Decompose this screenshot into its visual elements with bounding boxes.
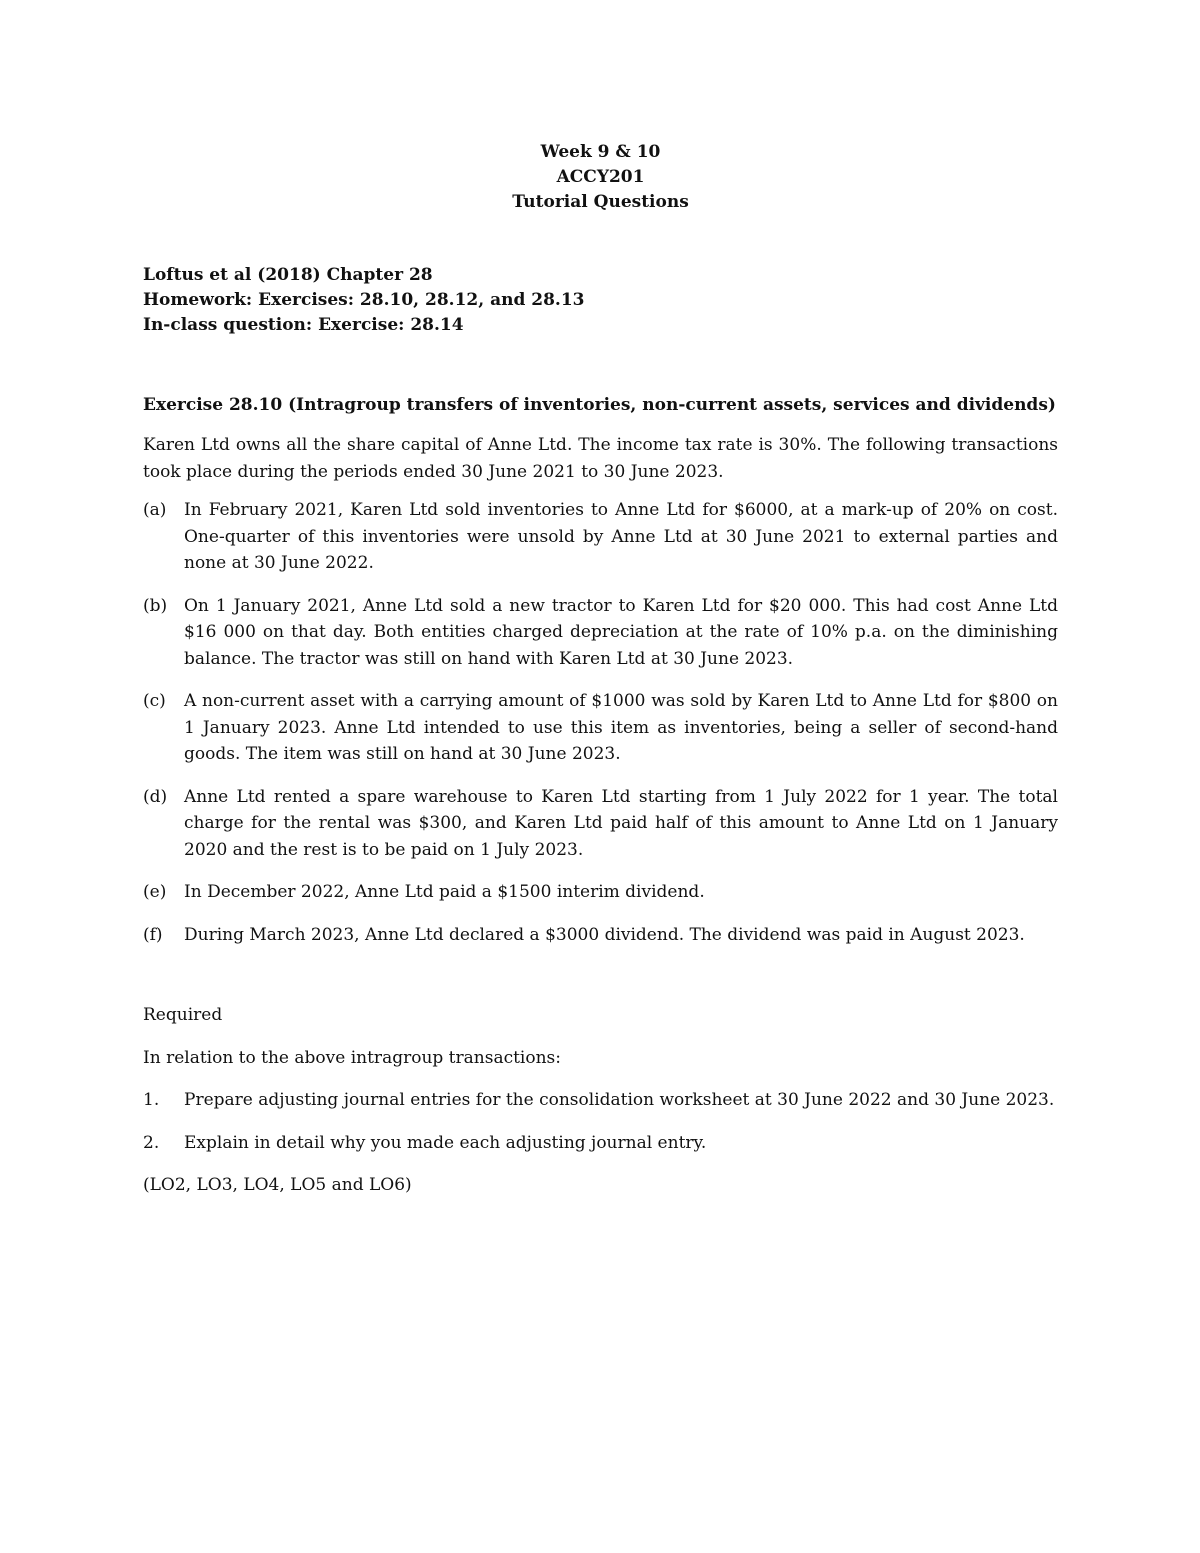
item-text: In February 2021, Karen Ltd sold inventories to Anne Ltd for $6000, at a mark-up of 20% on cost. One-quarter of this inventories were unsold by Anne Ltd at 30 June 2021 to external parties and none at 30 June 2022. — [184, 500, 1058, 573]
item-label: (a) — [143, 500, 167, 520]
item-label: (f) — [143, 924, 163, 945]
list-item — [143, 593, 1058, 673]
in-class-line: In-class question: Exercise: 28.14 — [143, 315, 464, 335]
item-label: (b) — [143, 595, 168, 616]
document-header — [143, 140, 1058, 215]
item-text: A non-current asset with a carrying amount of $1000 was sold by Karen Ltd to Anne Ltd for $800 on 1 January 2023. Anne Ltd intended to use this item as inventories, being a seller of second-hand goods. The item was still on hand at 30 June 2023. — [184, 691, 1058, 764]
list-item — [143, 784, 1058, 864]
required-heading: Required — [143, 1005, 223, 1025]
item-label: (c) — [143, 691, 166, 711]
item-label: (d) — [143, 786, 168, 807]
course-code: ACCY201 — [556, 167, 645, 187]
item-text: In December 2022, Anne Ltd paid a $1500 interim dividend. — [184, 882, 705, 902]
reading-info — [143, 263, 1058, 338]
item-label: 2. — [143, 1132, 160, 1153]
exercise-intro: Karen Ltd owns all the share capital of Anne Ltd. The income tax rate is 30%. The following transactions took place during the periods ended 30 June 2021 to 30 June 2023. — [143, 435, 1058, 482]
homework-line: Homework: Exercises: 28.10, 28.12, and 28.13 — [143, 290, 585, 310]
list-item — [143, 688, 1058, 768]
item-label: 1. — [143, 1090, 160, 1110]
learning-outcomes: (LO2, LO3, LO4, LO5 and LO6) — [143, 1175, 412, 1195]
document-page — [143, 140, 1058, 1199]
item-text: During March 2023, Anne Ltd declared a $3000 dividend. The dividend was paid in August 2023. — [184, 924, 1025, 945]
transaction-list — [143, 497, 1058, 948]
item-text: Prepare adjusting journal entries for the consolidation worksheet at 30 June 2022 and 30 June 2023. — [184, 1090, 1055, 1110]
item-text: Explain in detail why you made each adjusting journal entry. — [184, 1132, 707, 1153]
document-title: Tutorial Questions — [512, 192, 689, 212]
list-item — [143, 1130, 1058, 1157]
item-text: On 1 January 2021, Anne Ltd sold a new tractor to Karen Ltd for $20 000. This had cost Anne Ltd $16 000 on that day. Both entities charged depreciation at the rate of 10% p.a. on the diminishing balance. The tractor was still on hand with Karen Ltd at 30 June 2023. — [184, 595, 1058, 669]
item-label: (e) — [143, 882, 167, 902]
exercise-title: Exercise 28.10 (Intragroup transfers of inventories, non-current assets, services and dividends) — [143, 395, 1056, 415]
required-intro: In relation to the above intragroup transactions: — [143, 1047, 562, 1068]
list-item — [143, 922, 1058, 949]
list-item — [143, 879, 1058, 906]
week-heading: Week 9 & 10 — [540, 142, 661, 162]
item-text: Anne Ltd rented a spare warehouse to Karen Ltd starting from 1 July 2022 for 1 year. The total charge for the rental was $300, and Karen Ltd paid half of this amount to Anne Ltd on 1 January 2020 and the rest is to be paid on 1 July 2023. — [184, 786, 1058, 860]
list-item — [143, 497, 1058, 577]
required-list — [143, 1087, 1058, 1156]
textbook-reference: Loftus et al (2018) Chapter 28 — [143, 265, 433, 285]
list-item — [143, 1087, 1058, 1114]
